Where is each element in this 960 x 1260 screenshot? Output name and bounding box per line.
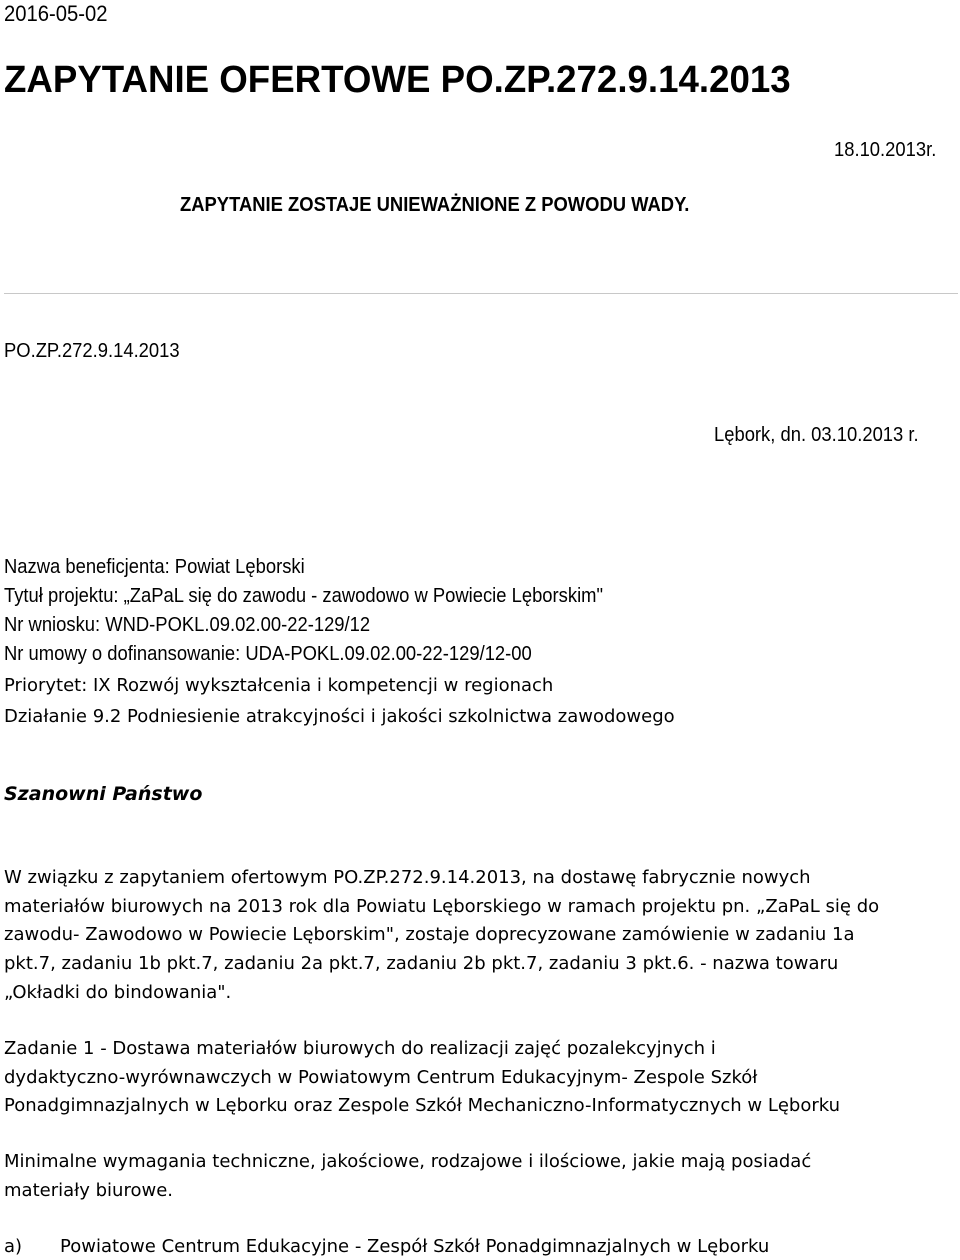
paragraph-line: W związku z zapytaniem ofertowym PO.ZP.272.9.14.2013, na dostawę fabrycznie nowych [4,867,811,888]
cancellation-notice: ZAPYTANIE ZOSTAJE UNIEWAŻNIONE Z POWODU WADY. [180,194,690,216]
paragraph-clarification [4,867,879,1010]
paragraph-task-1 [4,1038,840,1124]
cancellation-date: 18.10.2013r. [834,139,937,161]
reference-number: PO.ZP.272.9.14.2013 [4,340,180,362]
place-and-date: Lębork, dn. 03.10.2013 r. [714,424,919,446]
paragraph-line: zawodu- Zawodowo w Powiecie Lęborskim", zostaje doprecyzowane zamówienie w zadaniu 1a [4,924,855,946]
paragraph-requirements [4,1151,811,1208]
paragraph-line: dydaktyczno-wyrównawczych w Powiatowym Centrum Edukacyjnym- Zespole Szkół [4,1066,758,1088]
list-item-letter: a) [4,1236,23,1257]
paragraph-line: Zadanie 1 - Dostawa materiałów biurowych do realizacji zajęć pozalekcyjnych i [4,1038,716,1059]
paragraph-line: Minimalne wymagania techniczne, jakościowe, rodzajowe i ilościowe, jakie mają posiadać [4,1151,812,1172]
paragraph-line: Ponadgimnazjalnych w Lęborku oraz Zespole Szkół Mechaniczno-Informatycznych w Lęborku [4,1095,841,1117]
priority-line: Priorytet: IX Rozwój wykształcenia i kompetencji w regionach [4,675,554,696]
paragraph-line: pkt.7, zadaniu 1b pkt.7, zadaniu 2a pkt.7, zadaniu 2b pkt.7, zadaniu 3 pkt.6. - nazwa towaru [4,953,839,975]
document-date: 2016-05-02 [4,1,108,26]
paragraph-line: materiały biurowe. [4,1179,173,1201]
list-item-text: Powiatowe Centrum Edukacyjne - Zespół Szkół Ponadgimnazjalnych w Lęborku [60,1236,770,1257]
contract-number-line: Nr umowy o dofinansowanie: UDA-POKL.09.02.00-22-129/12-00 [4,643,532,665]
divider [4,293,958,294]
paragraph-line: materiałów biurowych na 2013 rok dla Powiatu Lęborskiego w ramach projektu pn. „ZaPaL się do [4,895,880,917]
project-info-block [4,557,675,735]
page-title: ZAPYTANIE OFERTOWE PO.ZP.272.9.14.2013 [4,59,791,101]
application-number-line: Nr wniosku: WND-POKL.09.02.00-22-129/12 [4,614,371,636]
greeting: Szanowni Państwo [4,783,203,805]
beneficiary-line: Nazwa beneficjenta: Powiat Lęborski [4,556,305,578]
paragraph-line: „Okładki do bindowania". [4,981,232,1003]
measure-line: Działanie 9.2 Podniesienie atrakcyjności i jakości szkolnictwa zawodowego [4,706,675,727]
project-title-line: Tytuł projektu: „ZaPaL się do zawodu - zawodowo w Powiecie Lęborskim" [4,585,604,607]
